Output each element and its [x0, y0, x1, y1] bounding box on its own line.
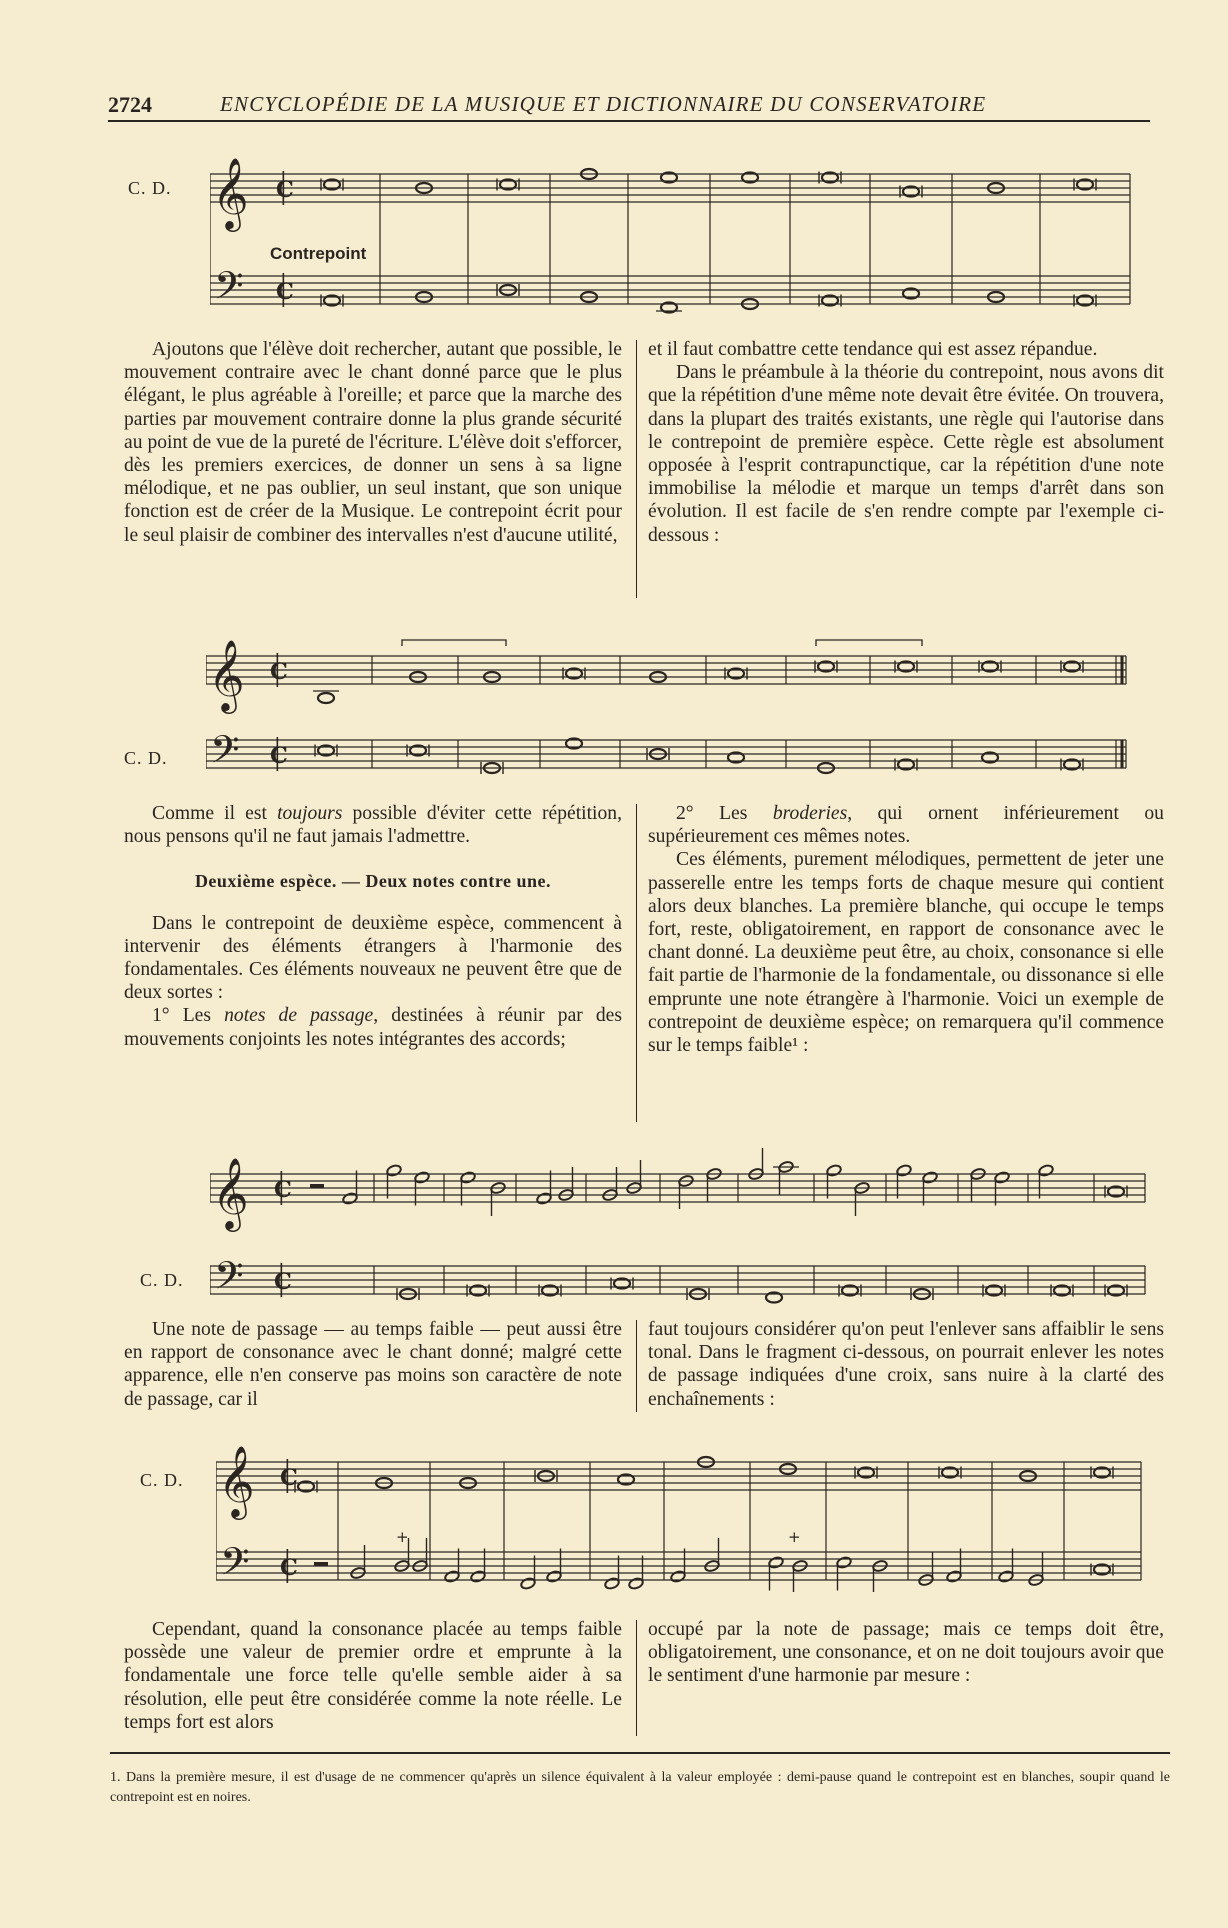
text-run: Comme il est — [152, 803, 278, 824]
half-note — [444, 1570, 460, 1583]
text-run: 1° Les — [152, 1005, 225, 1027]
half-note — [414, 1171, 430, 1184]
cut-time-sign: C — [270, 659, 288, 685]
half-note — [994, 1171, 1010, 1184]
cantus-label-3: C. D. — [140, 1270, 184, 1290]
music-example-1 — [210, 148, 1140, 318]
column-rule — [636, 340, 637, 598]
half-note — [836, 1556, 852, 1569]
half-note — [768, 1556, 784, 1569]
cantus-label-2: C. D. — [124, 748, 168, 768]
half-note — [536, 1192, 552, 1205]
text-column-left-3 — [124, 1318, 622, 1411]
cut-time-sign: C — [280, 1465, 298, 1491]
text-run: , destinées à réunir par des mouvements conjoints les notes intégrantes des accords; — [124, 1005, 622, 1050]
paragraph — [648, 802, 1164, 848]
cut-time-sign: C — [276, 279, 294, 305]
half-note — [896, 1164, 912, 1177]
treble-clef: 𝄞 — [218, 1444, 255, 1517]
paragraph: faut toujours considérer qu'on peut l'enlever sans affaiblir le sens tonal. Dans le fragment ci-dessous, on pourrait enlever les notes de passage indiquées d'une croix, sans nuire à la clarté des enchaînements : — [648, 1319, 1164, 1410]
paragraph: Dans le contrepoint de deuxième espèce, commencent à intervenir des éléments étrangers à l'harmonie des fondamentales. Ces éléments nouveaux ne peuvent être que de deux sortes : — [124, 912, 622, 1004]
running-header — [108, 92, 1150, 122]
section-heading: Deuxième espèce. — Deux notes contre une. — [194, 871, 552, 892]
emphasis: notes de passage — [224, 1005, 374, 1027]
half-rest — [314, 1562, 328, 1566]
music-example-4 — [216, 1442, 1151, 1592]
paragraph: Une note de passage — au temps faible — peut aussi être en rapport de consonance avec le chant donné; malgré cette apparence, elle n'en conserve pas moins son caractère de note de passage, car il — [124, 1319, 622, 1410]
music-example-2 — [206, 628, 1146, 788]
bass-clef: 𝄢 — [210, 727, 240, 781]
half-note — [1038, 1164, 1054, 1177]
half-note — [628, 1577, 644, 1590]
half-rest — [310, 1184, 324, 1188]
paragraph: Cependant, quand la consonance placée au temps faible possède une valeur de premier ordre et emprunte à la fondamentale une force telle qu'elle semble aider à sa résolution, elle peut être considérée comme la note réelle. Le temps fort est alors — [124, 1619, 622, 1733]
bass-clef: 𝄢 — [214, 263, 244, 317]
half-note — [604, 1577, 620, 1590]
paragraph: Ajoutons que l'élève doit rechercher, autant que possible, le mouvement contraire avec le chant donné parce que le plus élégant, le plus agréable à l'oreille; et parce que la marche des parties par mouvement contraire donne la plus grande sécurité au point de vue de la pureté de l'écriture. L'élève doit s'efforcer, dès les premiers exercices, de donner un sens à sa ligne mélodique, et ne pas oublier, un seul instant, que son unique fonction est de créer de la Musique. Le contrepoint écrit pour le seul plaisir de combiner des intervalles n'est d'aucune utilité, — [124, 339, 622, 546]
treble-clef: 𝄞 — [212, 156, 249, 229]
column-rule — [636, 804, 637, 1122]
emphasis: toujours — [277, 803, 343, 824]
repetition-bracket — [816, 640, 922, 646]
paragraph — [124, 802, 622, 848]
text-column-right-4 — [648, 1618, 1164, 1688]
cantus-label-1: C. D. — [128, 178, 172, 198]
half-note — [342, 1192, 358, 1205]
whole-note — [318, 693, 334, 703]
text-column-right-2 — [648, 802, 1164, 1057]
half-note — [546, 1570, 562, 1583]
cut-time-sign: C — [274, 1177, 292, 1203]
text-column-left-1 — [124, 338, 622, 547]
text-column-right-3 — [648, 1318, 1164, 1411]
cantus-label-4: C. D. — [140, 1470, 184, 1490]
half-note — [946, 1570, 962, 1583]
paragraph: Ces éléments, purement mélodiques, permettent de jeter une passerelle entre les temps forts de chaque mesure qui contient alors deux blanches. La première blanche, qui occupe le temps fort, reste, obligatoirement, en rapport de consonance avec le chant donné. La deuxième peut être, au choix, consonance si elle fait partie de l'harmonie de la fondamentale, ou dissonance si elle emprunte une note étrangère à l'harmonie. Voici un exemple de contrepoint de deuxième espèce; on remarquera qu'il commence sur le temps faible¹ : — [648, 849, 1164, 1057]
footnote: 1. Dans la première mesure, il est d'usage de ne commencer qu'après un silence équivalent à la valeur employée : demi-pause quand le contrepoint est en blanches, soupir quand le contrepoint est en noires. — [110, 1770, 1170, 1805]
column-rule — [636, 1620, 637, 1736]
half-note — [520, 1577, 536, 1590]
cut-time-sign: C — [274, 1269, 292, 1295]
emphasis: broderies — [772, 803, 848, 824]
text-run: 2° Les — [676, 803, 773, 824]
paragraph: Dans le préambule à la théorie du contrepoint, nous avons dit que la répétition d'une même note devait être évitée. On trouvera, dans la plupart des traités existants, une règle qui l'autorise dans le contrepoint de première espèce. Cette règle est absolument opposée à l'esprit contrapunctique, car la répétition d'une note immobilise la mélodie et marque un temps d'arrêt dans son évolution. Il est facile de s'en rendre compte par l'exemple ci-dessous : — [648, 362, 1164, 546]
running-title: ENCYCLOPÉDIE DE LA MUSIQUE ET DICTIONNAIRE DU CONSERVATOIRE — [220, 92, 987, 116]
half-note — [460, 1171, 476, 1184]
half-note — [922, 1171, 938, 1184]
paragraph — [124, 1004, 622, 1050]
bass-clef: 𝄢 — [214, 1253, 244, 1307]
half-note — [998, 1570, 1014, 1583]
text-column-left-2 — [124, 802, 622, 1051]
bass-clef: 𝄢 — [220, 1539, 250, 1592]
page-number: 2724 — [108, 92, 152, 117]
text-column-right-1 — [648, 338, 1164, 547]
text-column-left-4 — [124, 1618, 622, 1734]
repetition-bracket — [402, 640, 506, 646]
paragraph: et il faut combattre cette tendance qui est assez répandue. — [648, 339, 1098, 360]
text-run: possible d'éviter cette répétition, nous pensons qu'il ne faut jamais l'admettre. — [124, 803, 622, 848]
cut-time-sign: C — [280, 1555, 298, 1581]
contrepoint-label: Contrepoint — [270, 244, 367, 263]
cut-time-sign: C — [270, 743, 288, 769]
half-note — [670, 1570, 686, 1583]
half-note — [470, 1570, 486, 1583]
text-run: , qui ornent inférieurement ou supérieurement ces mêmes notes. — [648, 803, 1164, 848]
passing-note-cross: + — [788, 1528, 801, 1546]
cut-time-sign: C — [276, 177, 294, 203]
treble-clef: 𝄞 — [212, 1156, 249, 1229]
half-note — [386, 1164, 402, 1177]
footnote-rule — [110, 1752, 1170, 1754]
column-rule — [636, 1320, 637, 1412]
passing-note-cross: + — [396, 1528, 409, 1546]
half-note — [826, 1164, 842, 1177]
paragraph: occupé par la note de passage; mais ce temps doit être, obligatoirement, une consonance, et on ne doit toujours avoir que le sentiment d'une harmonie par mesure : — [648, 1619, 1164, 1687]
treble-clef: 𝄞 — [208, 638, 245, 711]
music-example-3 — [210, 1148, 1155, 1308]
